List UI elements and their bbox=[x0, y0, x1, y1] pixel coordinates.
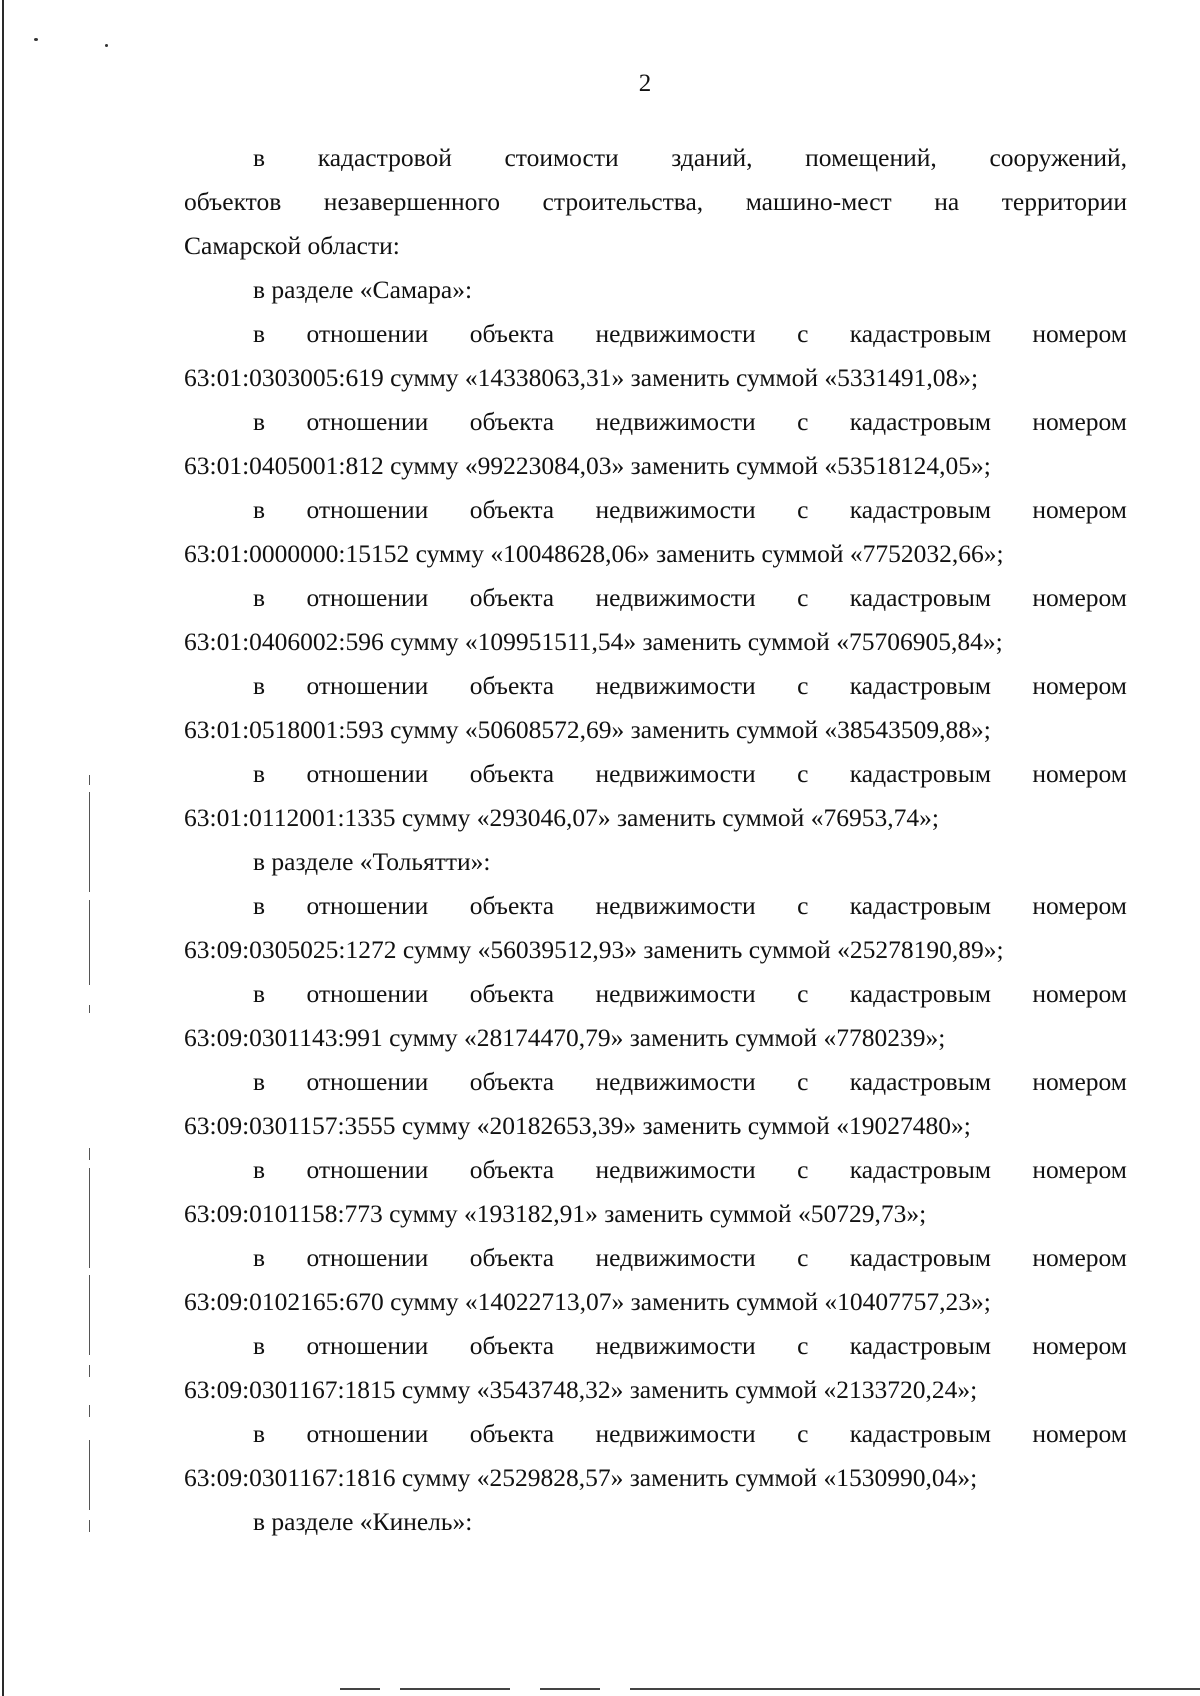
entry-lead-word: объекта bbox=[469, 891, 555, 920]
entry-lead-word: недвижимости bbox=[595, 759, 756, 788]
entry-lead-word: отношении bbox=[306, 583, 429, 612]
entry-lead-word: с bbox=[797, 891, 809, 920]
entry-lead-word: с bbox=[797, 759, 809, 788]
bottom-rule bbox=[340, 1688, 380, 1690]
entry-lead-word: кадастровым bbox=[849, 1243, 991, 1272]
entry-lead-word: в bbox=[253, 1155, 266, 1184]
entry-lead-line bbox=[184, 664, 1127, 708]
entry-lead-line bbox=[184, 1412, 1127, 1456]
entry-lead-word: в bbox=[253, 1331, 266, 1360]
page-number: 2 bbox=[638, 70, 652, 97]
entry-lead-word: объекта bbox=[469, 583, 555, 612]
entry-detail-line: 63:01:0405001:812 сумму «99223084,03» заменить суммой «53518124,05»; bbox=[184, 451, 991, 480]
bottom-rule bbox=[400, 1688, 510, 1690]
entry-lead-line bbox=[184, 1324, 1127, 1368]
entry-lead-word: кадастровым bbox=[849, 583, 991, 612]
entry-lead-word: отношении bbox=[306, 1331, 429, 1360]
intro-word: зданий, bbox=[671, 143, 753, 172]
entry-lead-word: в bbox=[253, 891, 266, 920]
entry-lead-word: с bbox=[797, 1419, 809, 1448]
entry-lead-word: отношении bbox=[306, 319, 429, 348]
entry-lead-word: отношении bbox=[306, 407, 429, 436]
document-body bbox=[184, 136, 1127, 1544]
entry-lead-word: номером bbox=[1032, 1155, 1127, 1184]
entry-lead-word: номером bbox=[1032, 671, 1127, 700]
scan-left-edge bbox=[2, 0, 4, 1696]
entry-lead-word: с bbox=[797, 1243, 809, 1272]
entry-lead-line bbox=[184, 1060, 1127, 1104]
entry-lead-word: кадастровым bbox=[849, 979, 991, 1008]
entry-lead-word: недвижимости bbox=[595, 891, 756, 920]
entry-lead-word: номером bbox=[1032, 759, 1127, 788]
entry-lead-word: объекта bbox=[469, 1155, 555, 1184]
entry-lead-word: в bbox=[253, 407, 266, 436]
entry-detail-line: 63:01:0000000:15152 сумму «10048628,06» заменить суммой «7752032,66»; bbox=[184, 539, 1004, 568]
entry-detail-line: 63:09:0301167:1816 сумму «2529828,57» заменить суммой «1530990,04»; bbox=[184, 1463, 978, 1492]
margin-mark bbox=[89, 1440, 90, 1510]
entry-lead-line bbox=[184, 488, 1127, 532]
entry-lead-word: кадастровым bbox=[849, 1331, 991, 1360]
entry-lead-word: отношении bbox=[306, 671, 429, 700]
entry-lead-word: недвижимости bbox=[595, 407, 756, 436]
intro-word: стоимости bbox=[504, 143, 619, 172]
entry-lead-word: объекта bbox=[469, 671, 555, 700]
entry-lead-word: объекта bbox=[469, 1419, 555, 1448]
entry-detail-line: 63:09:0301167:1815 сумму «3543748,32» заменить суммой «2133720,24»; bbox=[184, 1375, 978, 1404]
intro-word: строительства, bbox=[542, 187, 704, 216]
entry-lead-word: объекта bbox=[469, 1067, 555, 1096]
entry-lead-word: отношении bbox=[306, 891, 429, 920]
entry-lead-word: отношении bbox=[306, 979, 429, 1008]
entry-lead-word: недвижимости bbox=[595, 1067, 756, 1096]
entry-detail-line: 63:09:0305025:1272 сумму «56039512,93» заменить суммой «25278190,89»; bbox=[184, 935, 1004, 964]
entry-lead-word: объекта bbox=[469, 759, 555, 788]
intro-word: территории bbox=[1001, 187, 1127, 216]
entry-lead-line bbox=[184, 1236, 1127, 1280]
entry-lead-line bbox=[184, 752, 1127, 796]
entry-lead-word: кадастровым bbox=[849, 1155, 991, 1184]
intro-word: в bbox=[253, 143, 266, 172]
entry-lead-word: номером bbox=[1032, 1243, 1127, 1272]
entry-lead-word: с bbox=[797, 671, 809, 700]
entry-lead-line bbox=[184, 972, 1127, 1016]
entry-lead-line bbox=[184, 576, 1127, 620]
entry-lead-word: с bbox=[797, 495, 809, 524]
intro-word: объектов bbox=[184, 187, 282, 216]
entry-lead-word: недвижимости bbox=[595, 1419, 756, 1448]
entry-lead-word: отношении bbox=[306, 1243, 429, 1272]
scan-speck bbox=[34, 38, 38, 41]
margin-mark bbox=[89, 775, 90, 785]
entry-lead-word: недвижимости bbox=[595, 1243, 756, 1272]
section-title: в разделе «Тольятти»: bbox=[253, 847, 491, 876]
entry-lead-word: отношении bbox=[306, 1155, 429, 1184]
entry-detail-line: 63:09:0301143:991 сумму «28174470,79» заменить суммой «7780239»; bbox=[184, 1023, 946, 1052]
intro-word: на bbox=[934, 187, 960, 216]
entry-lead-word: номером bbox=[1032, 319, 1127, 348]
entry-lead-word: номером bbox=[1032, 407, 1127, 436]
entry-lead-word: объекта bbox=[469, 495, 555, 524]
entry-lead-word: недвижимости bbox=[595, 671, 756, 700]
entry-lead-word: кадастровым bbox=[849, 319, 991, 348]
entry-lead-word: с bbox=[797, 1155, 809, 1184]
entry-lead-word: номером bbox=[1032, 979, 1127, 1008]
entry-lead-word: отношении bbox=[306, 1419, 429, 1448]
entry-lead-word: объекта bbox=[469, 979, 555, 1008]
entry-lead-line bbox=[184, 312, 1127, 356]
entry-lead-word: с bbox=[797, 979, 809, 1008]
entry-lead-word: кадастровым bbox=[849, 759, 991, 788]
entry-detail-line: 63:09:0101158:773 сумму «193182,91» заменить суммой «50729,73»; bbox=[184, 1199, 927, 1228]
margin-mark bbox=[89, 792, 90, 892]
entry-lead-word: отношении bbox=[306, 1067, 429, 1096]
intro-word: помещений, bbox=[805, 143, 937, 172]
entry-lead-word: недвижимости bbox=[595, 1155, 756, 1184]
entry-lead-word: недвижимости bbox=[595, 979, 756, 1008]
intro-word: кадастровой bbox=[317, 143, 452, 172]
margin-mark bbox=[89, 1520, 90, 1532]
margin-mark bbox=[89, 900, 90, 985]
margin-mark bbox=[89, 1275, 90, 1355]
entry-lead-word: с bbox=[797, 319, 809, 348]
entry-lead-word: с bbox=[797, 1331, 809, 1360]
entry-lead-word: в bbox=[253, 979, 266, 1008]
margin-mark bbox=[89, 1005, 90, 1013]
entry-lead-word: объекта bbox=[469, 1331, 555, 1360]
entry-detail-line: 63:09:0102165:670 сумму «14022713,07» заменить суммой «10407757,23»; bbox=[184, 1287, 991, 1316]
entry-detail-line: 63:01:0112001:1335 сумму «293046,07» заменить суммой «76953,74»; bbox=[184, 803, 939, 832]
entry-lead-word: номером bbox=[1032, 495, 1127, 524]
entry-lead-word: недвижимости bbox=[595, 583, 756, 612]
entry-lead-word: недвижимости bbox=[595, 495, 756, 524]
entry-lead-word: в bbox=[253, 759, 266, 788]
intro-line-2 bbox=[184, 180, 1127, 224]
entry-lead-word: кадастровым bbox=[849, 1419, 991, 1448]
entry-detail-line: 63:09:0301157:3555 сумму «20182653,39» заменить суммой «19027480»; bbox=[184, 1111, 971, 1140]
bottom-rule bbox=[630, 1688, 1200, 1690]
entry-lead-word: кадастровым bbox=[849, 407, 991, 436]
entry-lead-word: в bbox=[253, 1067, 266, 1096]
entry-lead-word: недвижимости bbox=[595, 319, 756, 348]
entry-lead-word: номером bbox=[1032, 1331, 1127, 1360]
entry-lead-word: номером bbox=[1032, 583, 1127, 612]
entry-lead-word: с bbox=[797, 1067, 809, 1096]
intro-line-3: Самарской области: bbox=[184, 231, 400, 260]
intro-word: сооружений, bbox=[989, 143, 1127, 172]
entry-lead-line bbox=[184, 1148, 1127, 1192]
entry-lead-word: с bbox=[797, 407, 809, 436]
entry-lead-word: объекта bbox=[469, 319, 555, 348]
section-title: в разделе «Самара»: bbox=[253, 275, 473, 304]
entry-lead-word: в bbox=[253, 1419, 266, 1448]
entry-lead-word: отношении bbox=[306, 495, 429, 524]
entry-detail-line: 63:01:0303005:619 сумму «14338063,31» заменить суммой «5331491,08»; bbox=[184, 363, 979, 392]
scan-speck bbox=[105, 44, 108, 47]
entry-lead-word: в bbox=[253, 495, 266, 524]
entry-lead-word: в bbox=[253, 319, 266, 348]
entry-lead-line bbox=[184, 400, 1127, 444]
bottom-rule bbox=[540, 1688, 600, 1690]
margin-mark bbox=[89, 1168, 90, 1268]
entry-lead-word: номером bbox=[1032, 1067, 1127, 1096]
margin-mark bbox=[89, 1365, 90, 1377]
intro-word: машино-мест bbox=[745, 187, 892, 216]
entry-lead-word: объекта bbox=[469, 407, 555, 436]
entry-lead-word: номером bbox=[1032, 1419, 1127, 1448]
entry-lead-word: в bbox=[253, 1243, 266, 1272]
intro-word: незавершенного bbox=[323, 187, 500, 216]
entry-lead-word: кадастровым bbox=[849, 1067, 991, 1096]
entry-lead-word: недвижимости bbox=[595, 1331, 756, 1360]
entry-lead-word: кадастровым bbox=[849, 891, 991, 920]
entry-detail-line: 63:01:0406002:596 сумму «109951511,54» заменить суммой «75706905,84»; bbox=[184, 627, 1003, 656]
margin-mark bbox=[89, 1148, 90, 1160]
margin-mark bbox=[89, 1405, 90, 1417]
entry-lead-word: в bbox=[253, 583, 266, 612]
entry-lead-word: номером bbox=[1032, 891, 1127, 920]
entry-lead-word: объекта bbox=[469, 1243, 555, 1272]
entry-detail-line: 63:01:0518001:593 сумму «50608572,69» заменить суммой «38543509,88»; bbox=[184, 715, 991, 744]
section-title: в разделе «Кинель»: bbox=[253, 1507, 473, 1536]
entry-lead-line bbox=[184, 884, 1127, 928]
entry-lead-word: в bbox=[253, 671, 266, 700]
intro-line-1 bbox=[184, 136, 1127, 180]
entry-lead-word: кадастровым bbox=[849, 671, 991, 700]
entry-lead-word: с bbox=[797, 583, 809, 612]
entry-lead-word: отношении bbox=[306, 759, 429, 788]
entry-lead-word: кадастровым bbox=[849, 495, 991, 524]
